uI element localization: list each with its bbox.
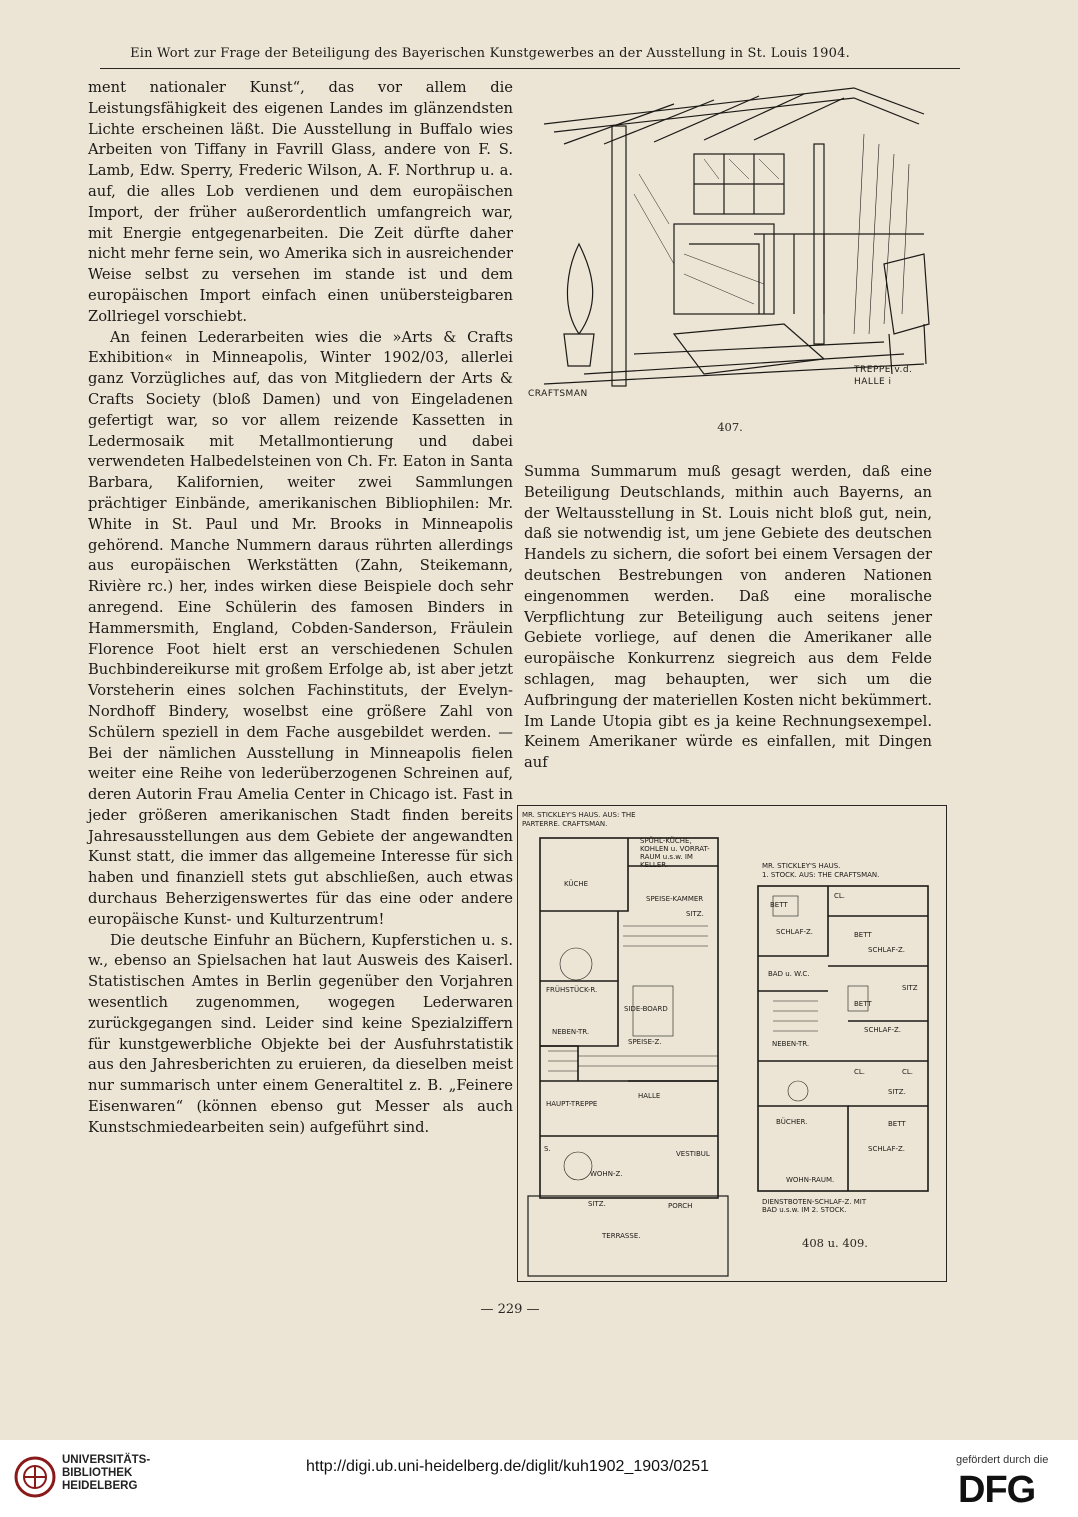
upper-room-schlaf-2: SCHLAF-Z. bbox=[868, 946, 906, 954]
upper-room-schlaf-4: SCHLAF-Z. bbox=[868, 1145, 906, 1153]
university-name bbox=[62, 1454, 150, 1493]
plan-ground-note-3: RAUM u.s.w. IM bbox=[640, 853, 693, 861]
plan-ground-note-1: SPÜHL-KÜCHE, bbox=[640, 837, 692, 845]
room-porch: PORCH bbox=[668, 1202, 693, 1210]
upper-room-bett-1: BETT bbox=[770, 901, 788, 909]
right-text-column bbox=[524, 462, 932, 782]
room-terrasse: TERRASSE. bbox=[602, 1232, 641, 1240]
header-rule bbox=[100, 68, 960, 69]
institution-line-1: UNIVERSITÄTS- bbox=[62, 1454, 151, 1466]
interior-drawing bbox=[524, 84, 936, 404]
plan-ground-note-2: KOHLEN u. VORRAT- bbox=[640, 845, 710, 853]
floor-plans-drawing bbox=[518, 806, 946, 1281]
room-vestibul: VESTIBUL bbox=[676, 1150, 710, 1158]
funder-caption: gefördert durch die bbox=[956, 1454, 1049, 1466]
upper-room-bett-2: BETT bbox=[854, 931, 872, 939]
plan-upper-note-1: DIENSTBOTEN-SCHLAF-Z. MIT bbox=[762, 1198, 867, 1206]
right-paragraph: Summa Summarum muß gesagt werden, daß eine Beteiligung Deutschlands, mithin auch Bayerns, an der Weltausstellung in St. Louis nicht bloß gut, nein, daß sie notwendig ist, um jene Gebiete des deutschen Handels zu sichern, die sofort bei einem Versagen der deutschen Bestrebungen von anderen Nationen eingenommen werden. Daß eine moralische Verpflichtung zur Beteiligung auch seitens jener Gebiete vorliege, auf denen die Amerikaner alle europäische Konkurrenz siegreich aus dem Felde schlagen, mag behaupten, wer sich um die Aufbringung der materiellen Kosten nicht bekümmert. Im Lande Utopia gibt es ja keine Rechnungsexempel. Keinem Amerikaner würde es einfallen, mit Dingen auf bbox=[524, 463, 932, 772]
room-speisekammer: SPEISE-KAMMER bbox=[646, 895, 704, 903]
room-sitz-2: SITZ. bbox=[588, 1200, 606, 1208]
room-halle: HALLE bbox=[638, 1092, 661, 1100]
figure-407-interior-illustration bbox=[524, 84, 936, 404]
upper-room-bett-4: BETT bbox=[888, 1120, 906, 1128]
institution-line-2: BIBLIOTHEK bbox=[62, 1467, 133, 1479]
paragraph-1: ment nationaler Kunst“, das vor allem die Leistungsfähigkeit des eigenen Landes im glänzendsten Lichte erscheinen läßt. Die Ausstellung in Buffalo wies Arbeiten von Tiffany in Favrill Glass, andere von F. S. Lamb, Edw. Sperry, Frederic Wilson, A. F. Northrup u. a. auf, die alles Lob verdienen und dem europäischen Import, der früher außerordentlich umfangreich war, mit Energie entgegenarbeiten. Die Zeit dürfte daher nicht mehr ferne sein, wo Amerika sich in ausreichender Weise selbst zu versehen im stande ist und dem europäischen Import einfach einen unübersteigbaren Zollriegel vorschiebt. bbox=[88, 79, 513, 325]
library-footer bbox=[0, 1440, 1078, 1517]
university-seal-icon bbox=[14, 1450, 56, 1504]
plan-upper-note-2: BAD u.s.w. IM 2. STOCK. bbox=[762, 1206, 847, 1214]
room-neben-treppe: NEBEN-TR. bbox=[552, 1028, 590, 1036]
upper-room-schlaf-3: SCHLAF-Z. bbox=[864, 1026, 902, 1034]
paragraph-2: An feinen Lederarbeiten wies die »Arts & Crafts Exhibition« in Minneapolis, Winter 1902/03, allerlei ganz Vorzügliches auf, das von Mitgliedern der Arts & Crafts Society (bloß Damen) und von Eingeladenen gefertigt war, so vor allem reizende Kassetten in Ledermosaik mit Metallmontierung und dabei verwendeten Halbedelsteinen von Ch. Fr. Eaton in Santa Barbara, Kalifornien, weiter zwei Sammlungen prächtiger Einbände, amerikanischen Bibliophilen: Mr. White in St. Paul und Mr. Brooks in Minneapolis gehörend. Manche Nummern daraus rührten allerdings aus europäischen Werkstätten (Zahn, Steikemann, Rivière rc.) her, indes wirken diese Beispiele doch sehr anregend. Eine Schülerin des famosen Binders in Hammersmith, England, Cobden-Sanderson, Fräulein Florence Foot hielt erst an verschiedenen Schulen Buchbindereikurse mit großem Erfolge ab, ist aber jetzt Vorsteherin eines solchen Fachinstituts, der Evelyn-Nordhoff Bindery, woselbst eine größere Zahl von Schülern speziell in dem Fache ausgebildet werden. — Bei der nämlichen Ausstellung in Minneapolis fielen weiter eine Reihe von lederüberzogenen Schreinen auf, deren Autorin Frau Amelia Center in Chicago ist. Fast in jeder größeren amerikanischen Stadt finden bereits Jahresausstellungen aus dem Gebiete der angewandten Kunst statt, die immer das allgemeine Interesse für sich haben und finanziell stets gut abschließen, auch etwas durchaus Beherzigenswertes für das eine oder andere europäische Kunst- und Kulturzentrum! bbox=[88, 328, 513, 928]
figure-label-halle: HALLE i bbox=[854, 377, 892, 387]
plan-ground-title-2: PARTERRE. CRAFTSMAN. bbox=[522, 820, 608, 828]
paragraph-3: Die deutsche Einfuhr an Büchern, Kupferstichen u. s. w., ebenso an Spielsachen hat laut Ausweis des Kaiserl. Statistischen Amtes in Berlin gegenüber den Vorjahren wesentlich zugenommen, wogegen Lederwaren zurückgegangen sind. Leider sind keine Spezialziffern für kunstgewerbliche Objekte bei der Ausfuhrstatistik aus den Jahresberichten zu eruieren, da dieselben meist nur summarisch unter einem Generaltitel z. B. „Feinere Eisenwaren“ (können ebenso gut Messer als auch Kunstschmiedearbeiten sein) aufgeführt sind. bbox=[88, 931, 513, 1136]
plan-ground-title-1: MR. STICKLEY'S HAUS. AUS: THE bbox=[522, 811, 636, 819]
upper-room-cl-2: CL. bbox=[854, 1068, 866, 1076]
figure-407-caption: 407. bbox=[717, 420, 743, 434]
room-haupttreppe: HAUPT-TREPPE bbox=[546, 1100, 598, 1108]
plan-upper-title-1: MR. STICKLEY'S HAUS. bbox=[762, 862, 841, 870]
upper-room-bett-3: BETT bbox=[854, 1000, 872, 1008]
room-kueche: KÜCHE bbox=[564, 880, 589, 888]
plan-ground-note-4: KELLER. bbox=[640, 861, 669, 869]
room-s: S. bbox=[544, 1145, 551, 1153]
source-url-link[interactable]: http://digi.ub.uni-heidelberg.de/diglit/kuh1902_1903/0251 bbox=[306, 1458, 709, 1475]
dfg-logo: DFG bbox=[958, 1469, 1036, 1511]
running-header: Ein Wort zur Frage der Beteiligung des Bayerischen Kunstgewerbes an der Ausstellung in St. Louis 1904. bbox=[130, 46, 850, 61]
room-fruehstueck: FRÜHSTÜCK-R. bbox=[546, 986, 598, 994]
upper-room-neben-tr: NEBEN-TR. bbox=[772, 1040, 810, 1048]
upper-room-cl-3: CL. bbox=[902, 1068, 914, 1076]
room-speise-z: SPEISE-Z. bbox=[628, 1038, 662, 1046]
figure-label-craftsman: CRAFTSMAN bbox=[528, 389, 588, 399]
room-wohn-z: WOHN-Z. bbox=[590, 1170, 623, 1178]
upper-room-cl-1: CL. bbox=[834, 892, 846, 900]
figure-label-treppe: TREPPE v.d. bbox=[854, 365, 913, 375]
plan-upper-title-2: 1. STOCK. AUS: THE CRAFTSMAN. bbox=[762, 871, 880, 879]
upper-room-sitz-1: SITZ bbox=[902, 984, 918, 992]
figure-408-409-caption: 408 u. 409. bbox=[802, 1236, 868, 1250]
upper-room-sitz-2: SITZ. bbox=[888, 1088, 906, 1096]
upper-room-buecher: BÜCHER. bbox=[776, 1118, 808, 1126]
room-sitz-1: SITZ. bbox=[686, 910, 704, 918]
upper-room-schlaf-1: SCHLAF-Z. bbox=[776, 928, 814, 936]
room-sideboard: SIDE-BOARD bbox=[624, 1005, 668, 1013]
floor-plans-figure bbox=[517, 805, 947, 1282]
upper-room-bad: BAD u. W.C. bbox=[768, 970, 810, 978]
ground-floor-plan bbox=[528, 838, 728, 1276]
left-text-column bbox=[88, 78, 513, 1278]
page-number: — 229 — bbox=[480, 1302, 540, 1317]
upper-room-wohn-raum: WOHN-RAUM. bbox=[786, 1176, 835, 1184]
institution-line-3: HEIDELBERG bbox=[62, 1480, 138, 1492]
